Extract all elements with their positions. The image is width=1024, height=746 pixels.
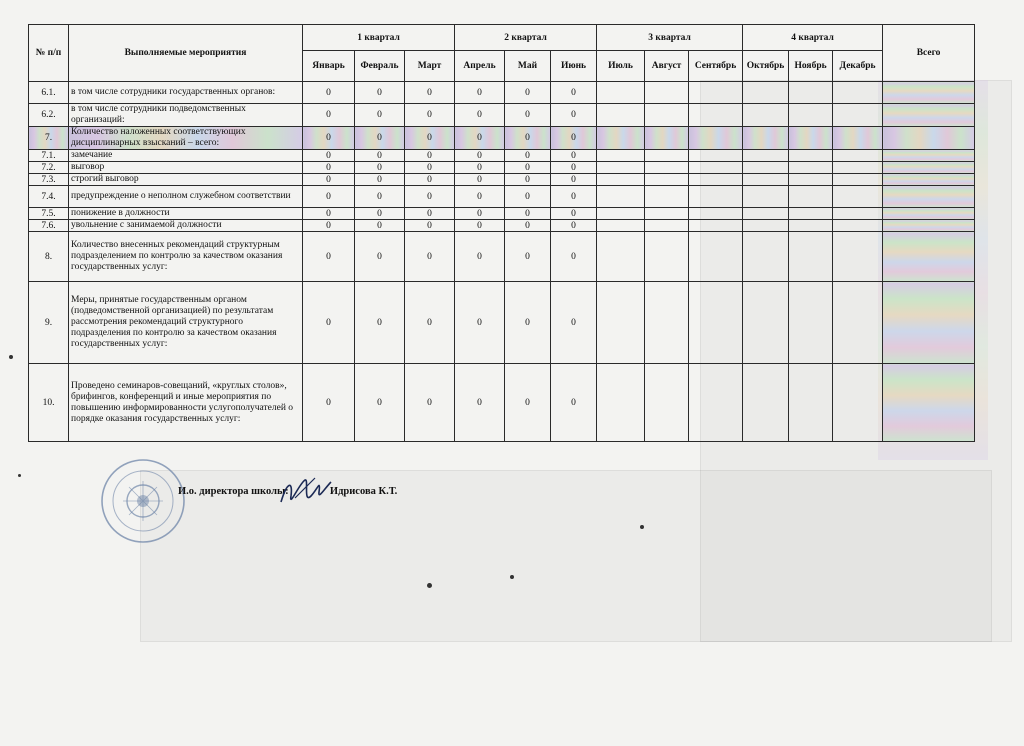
month-value xyxy=(645,104,689,127)
month-value xyxy=(645,208,689,220)
header-month: Ноябрь xyxy=(789,51,833,82)
month-value: 0 xyxy=(303,150,355,162)
month-value xyxy=(645,232,689,282)
report-table xyxy=(28,24,975,442)
month-value: 0 xyxy=(355,127,405,150)
month-value: 0 xyxy=(355,232,405,282)
month-value: 0 xyxy=(355,220,405,232)
month-value: 0 xyxy=(355,186,405,208)
month-value xyxy=(833,364,883,442)
month-value: 0 xyxy=(455,127,505,150)
month-value: 0 xyxy=(303,174,355,186)
month-value xyxy=(743,162,789,174)
month-value xyxy=(789,174,833,186)
month-value xyxy=(743,186,789,208)
month-value: 0 xyxy=(505,104,551,127)
month-value: 0 xyxy=(405,208,455,220)
month-value: 0 xyxy=(355,150,405,162)
month-value xyxy=(597,127,645,150)
month-value xyxy=(833,220,883,232)
month-value: 0 xyxy=(355,282,405,364)
row-total xyxy=(883,364,975,442)
month-value xyxy=(645,364,689,442)
month-value: 0 xyxy=(303,220,355,232)
month-value: 0 xyxy=(405,104,455,127)
month-value: 0 xyxy=(551,186,597,208)
header-month: Январь xyxy=(303,51,355,82)
month-value: 0 xyxy=(405,127,455,150)
month-value xyxy=(689,282,743,364)
header-month: Июль xyxy=(597,51,645,82)
table-row xyxy=(29,127,975,150)
month-value: 0 xyxy=(455,232,505,282)
header-month: Апрель xyxy=(455,51,505,82)
row-number: 7. xyxy=(29,127,69,150)
row-activity: Меры, принятые государственным органом (подведомственной организацией) по результатам рассмотрения рекомендаций структурного подразделения по контролю за качеством оказания государственных услуг: xyxy=(69,282,303,364)
month-value: 0 xyxy=(303,282,355,364)
month-value xyxy=(597,186,645,208)
row-total xyxy=(883,208,975,220)
row-total xyxy=(883,282,975,364)
month-value xyxy=(689,82,743,104)
month-value xyxy=(597,282,645,364)
month-value xyxy=(689,220,743,232)
month-value: 0 xyxy=(455,150,505,162)
month-value xyxy=(597,82,645,104)
row-total xyxy=(883,220,975,232)
month-value xyxy=(833,174,883,186)
table-row xyxy=(29,82,975,104)
month-value xyxy=(645,174,689,186)
month-value: 0 xyxy=(505,127,551,150)
month-value xyxy=(597,150,645,162)
table-row xyxy=(29,282,975,364)
month-value xyxy=(833,150,883,162)
header-month: Июнь xyxy=(551,51,597,82)
month-value: 0 xyxy=(303,162,355,174)
month-value: 0 xyxy=(405,162,455,174)
row-number: 7.6. xyxy=(29,220,69,232)
month-value xyxy=(789,82,833,104)
month-value: 0 xyxy=(405,220,455,232)
month-value xyxy=(743,232,789,282)
header-quarter-2: 2 квартал xyxy=(455,25,597,51)
month-value: 0 xyxy=(505,186,551,208)
month-value xyxy=(743,127,789,150)
month-value xyxy=(743,174,789,186)
month-value: 0 xyxy=(505,220,551,232)
row-total xyxy=(883,162,975,174)
month-value: 0 xyxy=(405,232,455,282)
month-value: 0 xyxy=(405,82,455,104)
month-value: 0 xyxy=(551,208,597,220)
month-value: 0 xyxy=(551,282,597,364)
position-label: И.о. директора школы: xyxy=(178,486,289,497)
row-number: 6.2. xyxy=(29,104,69,127)
row-total xyxy=(883,82,975,104)
month-value: 0 xyxy=(551,150,597,162)
month-value: 0 xyxy=(551,127,597,150)
row-number: 8. xyxy=(29,232,69,282)
month-value: 0 xyxy=(303,104,355,127)
month-value: 0 xyxy=(303,232,355,282)
month-value: 0 xyxy=(303,364,355,442)
table-row xyxy=(29,174,975,186)
official-stamp xyxy=(100,458,186,549)
scan-speck xyxy=(640,525,644,529)
month-value xyxy=(789,186,833,208)
month-value: 0 xyxy=(303,82,355,104)
month-value xyxy=(597,174,645,186)
month-value: 0 xyxy=(551,232,597,282)
scan-speck xyxy=(510,575,514,579)
month-value xyxy=(689,232,743,282)
month-value: 0 xyxy=(455,82,505,104)
month-value xyxy=(743,104,789,127)
month-value xyxy=(645,127,689,150)
table-row xyxy=(29,220,975,232)
header-activity: Выполняемые мероприятия xyxy=(69,25,303,82)
month-value: 0 xyxy=(355,364,405,442)
month-value xyxy=(689,174,743,186)
row-total xyxy=(883,186,975,208)
month-value: 0 xyxy=(551,364,597,442)
header-month: Август xyxy=(645,51,689,82)
month-value: 0 xyxy=(455,186,505,208)
month-value xyxy=(689,127,743,150)
month-value: 0 xyxy=(355,174,405,186)
row-activity: предупреждение о неполном служебном соответствии xyxy=(69,186,303,208)
month-value xyxy=(645,162,689,174)
row-total xyxy=(883,232,975,282)
month-value xyxy=(833,232,883,282)
month-value xyxy=(833,82,883,104)
month-value xyxy=(689,162,743,174)
row-activity: увольнение с занимаемой должности xyxy=(69,220,303,232)
month-value: 0 xyxy=(505,364,551,442)
row-number: 7.5. xyxy=(29,208,69,220)
header-month: Октябрь xyxy=(743,51,789,82)
header-month: Декабрь xyxy=(833,51,883,82)
month-value xyxy=(689,150,743,162)
row-activity: Количество внесенных рекомендаций структурным подразделением по контролю за качеством оказания государственных услуг: xyxy=(69,232,303,282)
month-value xyxy=(645,282,689,364)
table-row xyxy=(29,186,975,208)
header-quarter-1: 1 квартал xyxy=(303,25,455,51)
month-value xyxy=(689,104,743,127)
month-value xyxy=(597,232,645,282)
row-total xyxy=(883,174,975,186)
month-value: 0 xyxy=(355,162,405,174)
table-row xyxy=(29,162,975,174)
row-number: 7.1. xyxy=(29,150,69,162)
row-total xyxy=(883,150,975,162)
month-value xyxy=(743,282,789,364)
signer-name: Идрисова К.Т. xyxy=(329,486,398,497)
month-value: 0 xyxy=(551,104,597,127)
header-month: Май xyxy=(505,51,551,82)
month-value xyxy=(833,104,883,127)
month-value xyxy=(743,150,789,162)
month-value: 0 xyxy=(405,186,455,208)
row-number: 9. xyxy=(29,282,69,364)
month-value xyxy=(789,282,833,364)
month-value: 0 xyxy=(455,208,505,220)
month-value xyxy=(597,104,645,127)
table-row xyxy=(29,104,975,127)
month-value xyxy=(789,104,833,127)
month-value: 0 xyxy=(551,82,597,104)
row-number: 10. xyxy=(29,364,69,442)
month-value xyxy=(645,150,689,162)
header-month: Сентябрь xyxy=(689,51,743,82)
month-value: 0 xyxy=(505,208,551,220)
month-value: 0 xyxy=(505,82,551,104)
month-value xyxy=(833,162,883,174)
row-activity: замечание xyxy=(69,150,303,162)
row-activity: выговор xyxy=(69,162,303,174)
month-value xyxy=(597,364,645,442)
month-value: 0 xyxy=(505,174,551,186)
month-value: 0 xyxy=(303,186,355,208)
month-value: 0 xyxy=(405,364,455,442)
month-value xyxy=(789,220,833,232)
month-value xyxy=(789,150,833,162)
month-value: 0 xyxy=(455,104,505,127)
row-total xyxy=(883,104,975,127)
table-row xyxy=(29,150,975,162)
month-value xyxy=(743,208,789,220)
scan-speck xyxy=(9,355,13,359)
month-value xyxy=(689,364,743,442)
month-value: 0 xyxy=(355,82,405,104)
row-total xyxy=(883,127,975,150)
month-value: 0 xyxy=(551,220,597,232)
row-activity: Проведено семинаров-совещаний, «круглых столов», брифингов, конференций и иные мероприятия по повышению информированности услугополучателей о порядке оказания государственных услуг: xyxy=(69,364,303,442)
month-value xyxy=(597,208,645,220)
table-row xyxy=(29,208,975,220)
month-value: 0 xyxy=(455,282,505,364)
scan-speck xyxy=(18,474,21,477)
month-value xyxy=(743,364,789,442)
row-activity: в том числе сотрудники государственных органов: xyxy=(69,82,303,104)
month-value xyxy=(743,220,789,232)
month-value: 0 xyxy=(303,127,355,150)
month-value: 0 xyxy=(455,220,505,232)
month-value xyxy=(597,220,645,232)
table-row xyxy=(29,232,975,282)
month-value xyxy=(833,282,883,364)
month-value xyxy=(789,364,833,442)
month-value xyxy=(789,208,833,220)
header-month: Март xyxy=(405,51,455,82)
month-value xyxy=(645,82,689,104)
month-value: 0 xyxy=(505,150,551,162)
month-value: 0 xyxy=(551,174,597,186)
month-value: 0 xyxy=(455,174,505,186)
month-value xyxy=(833,208,883,220)
month-value xyxy=(833,186,883,208)
row-activity: Количество наложенных соответствующих дисциплинарных взысканий – всего: xyxy=(69,127,303,150)
month-value: 0 xyxy=(405,150,455,162)
month-value: 0 xyxy=(551,162,597,174)
month-value xyxy=(789,127,833,150)
month-value: 0 xyxy=(355,104,405,127)
row-number: 7.4. xyxy=(29,186,69,208)
month-value xyxy=(645,186,689,208)
month-value: 0 xyxy=(505,232,551,282)
month-value xyxy=(789,232,833,282)
row-activity: понижение в должности xyxy=(69,208,303,220)
row-number: 7.2. xyxy=(29,162,69,174)
month-value: 0 xyxy=(355,208,405,220)
month-value: 0 xyxy=(505,282,551,364)
month-value: 0 xyxy=(505,162,551,174)
month-value: 0 xyxy=(455,162,505,174)
scan-speck xyxy=(427,583,432,588)
row-number: 6.1. xyxy=(29,82,69,104)
month-value: 0 xyxy=(405,174,455,186)
row-activity: в том числе сотрудники подведомственных организаций: xyxy=(69,104,303,127)
handwritten-signature xyxy=(275,474,335,519)
row-number: 7.3. xyxy=(29,174,69,186)
month-value: 0 xyxy=(303,208,355,220)
month-value: 0 xyxy=(405,282,455,364)
month-value xyxy=(645,220,689,232)
month-value: 0 xyxy=(455,364,505,442)
month-value xyxy=(789,162,833,174)
table-row xyxy=(29,364,975,442)
month-value xyxy=(597,162,645,174)
month-value xyxy=(689,186,743,208)
header-month: Февраль xyxy=(355,51,405,82)
row-activity: строгий выговор xyxy=(69,174,303,186)
header-total: Всего xyxy=(883,25,975,82)
month-value xyxy=(743,82,789,104)
header-quarter-3: 3 квартал xyxy=(597,25,743,51)
month-value xyxy=(689,208,743,220)
header-quarter-4: 4 квартал xyxy=(743,25,883,51)
month-value xyxy=(833,127,883,150)
header-num: № п/п xyxy=(29,25,69,82)
